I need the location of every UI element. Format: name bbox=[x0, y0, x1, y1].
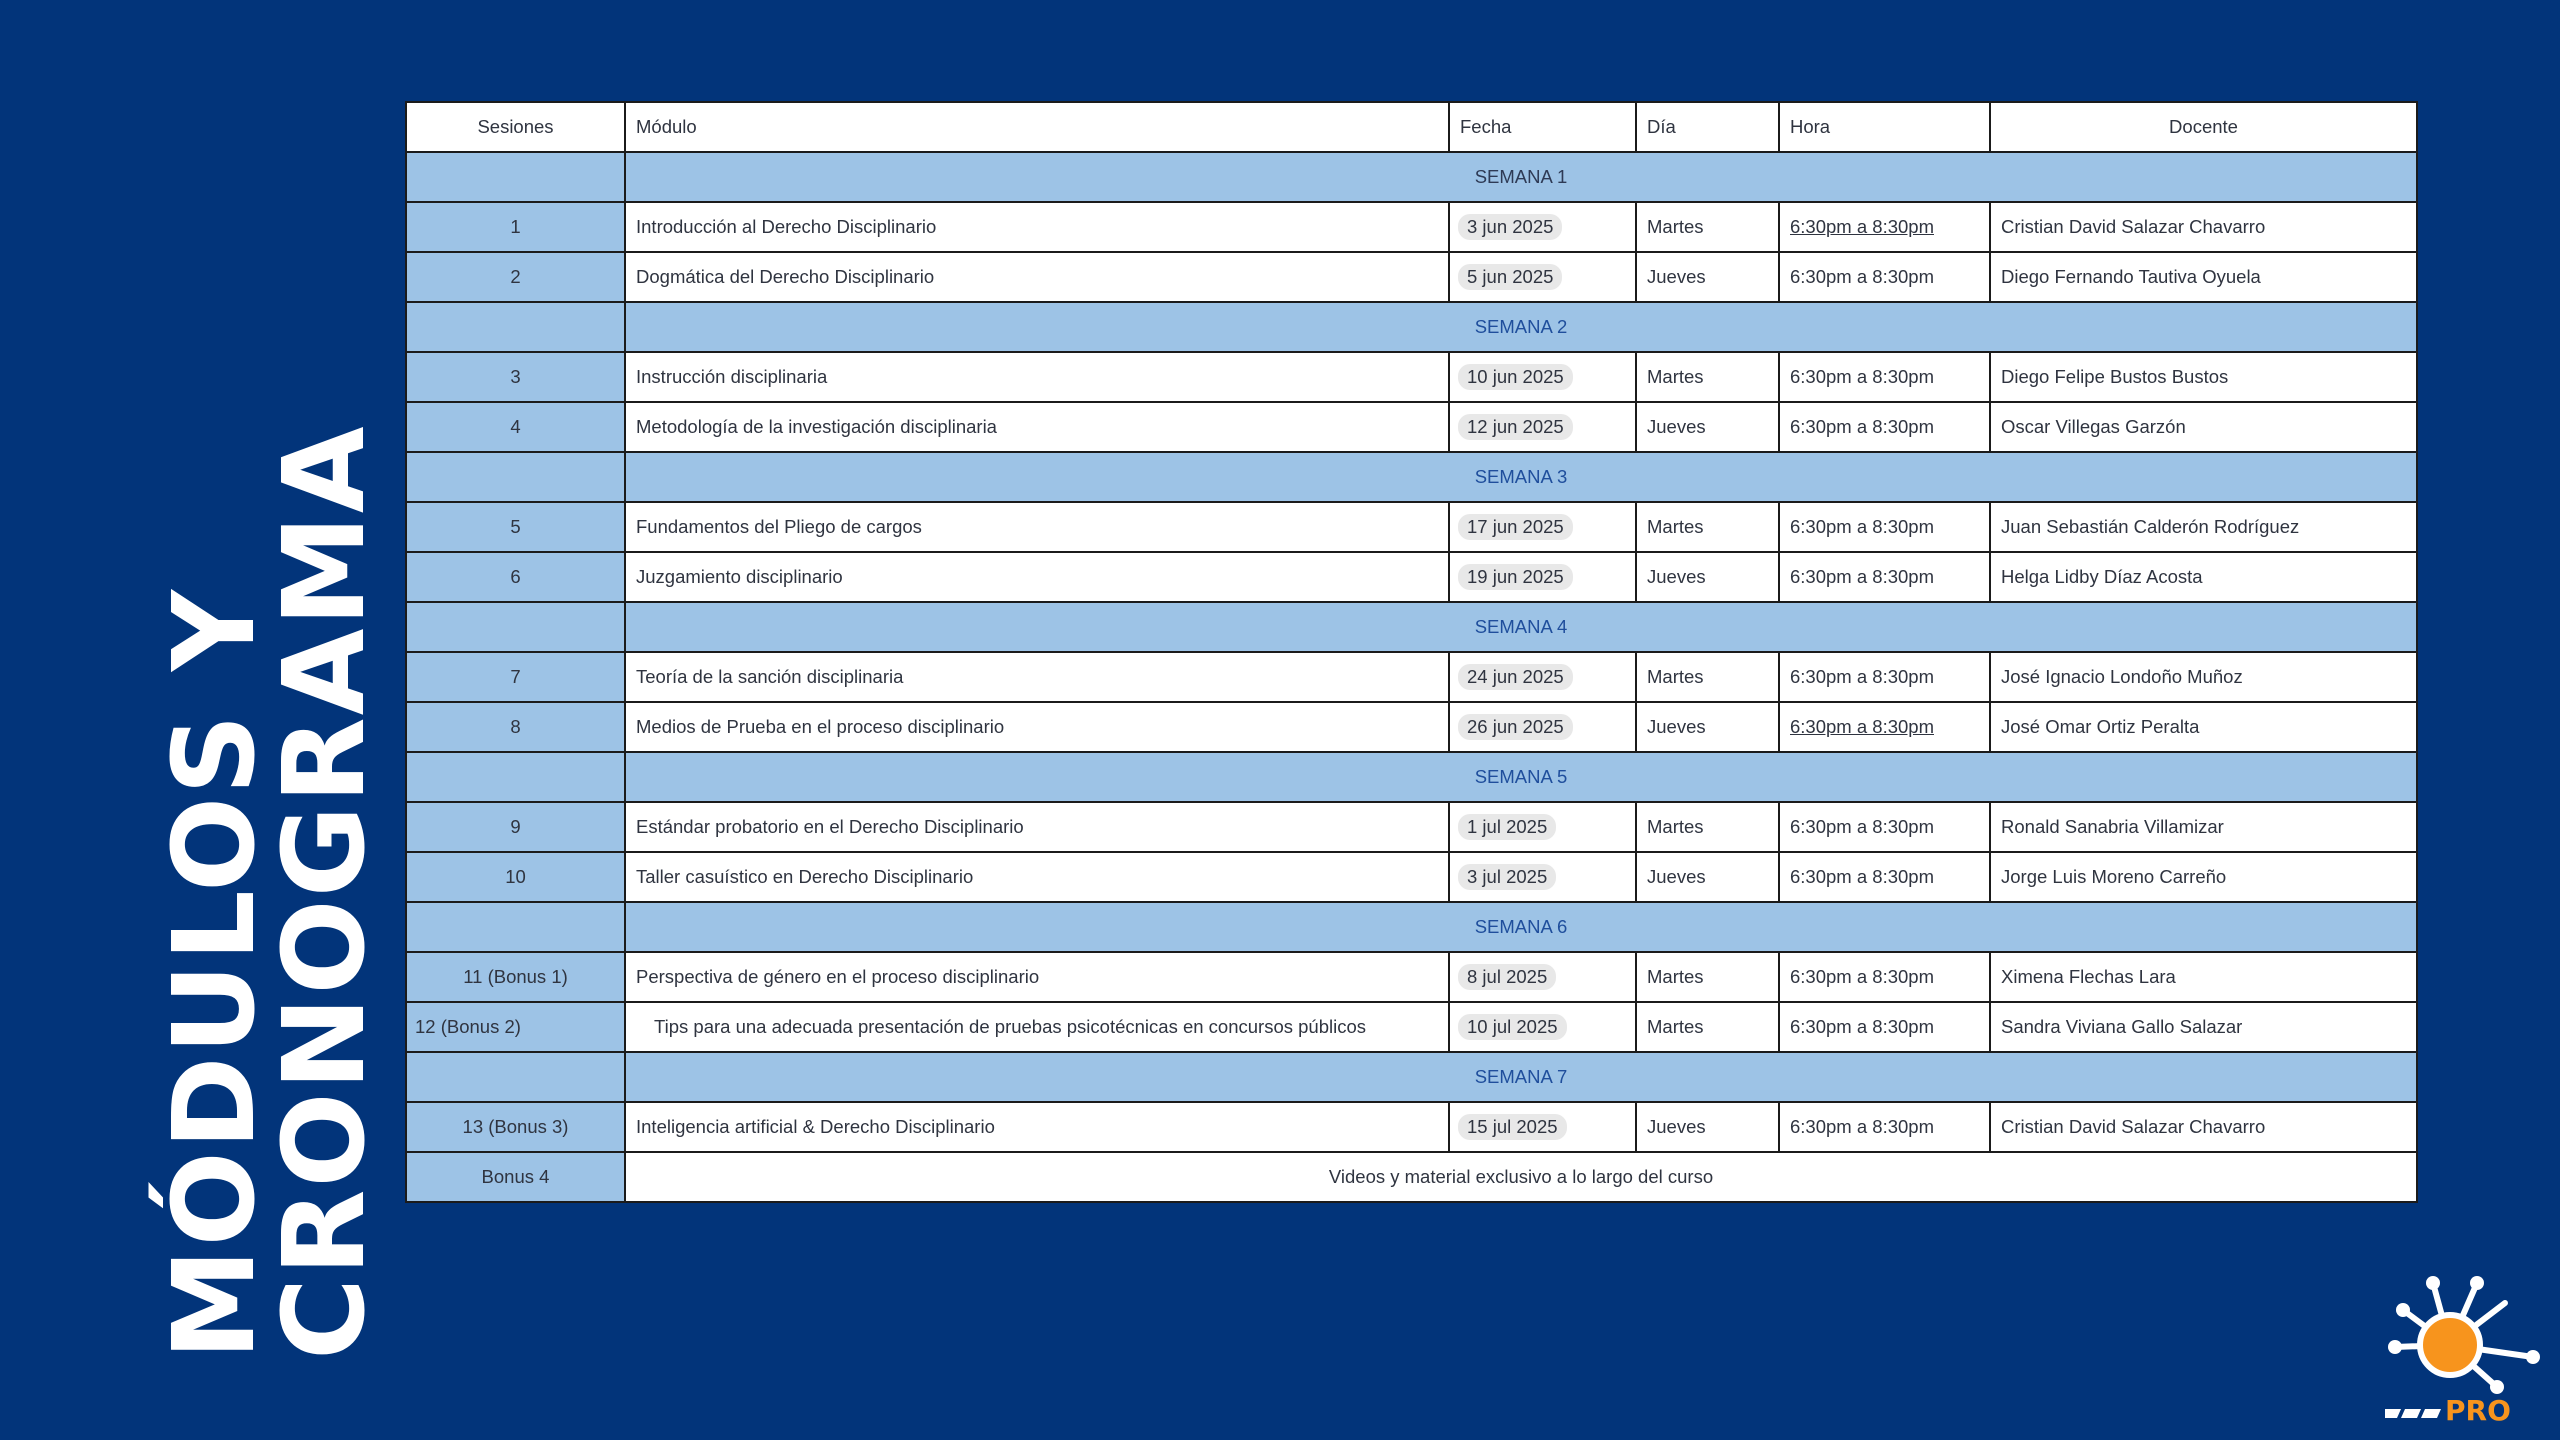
week-row-spacer bbox=[406, 602, 625, 652]
table-row bbox=[406, 252, 2417, 302]
module-name: Dogmática del Derecho Disciplinario bbox=[625, 252, 1449, 302]
header-modulo: Módulo bbox=[625, 102, 1449, 152]
week-row-spacer bbox=[406, 752, 625, 802]
session-number: 6 bbox=[406, 552, 625, 602]
day-cell: Jueves bbox=[1636, 252, 1779, 302]
session-number: 10 bbox=[406, 852, 625, 902]
time-cell: 6:30pm a 8:30pm bbox=[1779, 1102, 1990, 1152]
time-cell bbox=[1779, 702, 1990, 752]
table-header-row bbox=[406, 102, 2417, 152]
date-chip[interactable]: 24 jun 2025 bbox=[1458, 664, 1573, 690]
module-name: Juzgamiento disciplinario bbox=[625, 552, 1449, 602]
teacher-cell: Sandra Viviana Gallo Salazar bbox=[1990, 1002, 2417, 1052]
date-chip[interactable]: 10 jul 2025 bbox=[1458, 1014, 1567, 1040]
week-label: SEMANA 5 bbox=[625, 752, 2417, 802]
week-label: SEMANA 2 bbox=[625, 302, 2417, 352]
module-name: Medios de Prueba en el proceso disciplinario bbox=[625, 702, 1449, 752]
week-label: SEMANA 6 bbox=[625, 902, 2417, 952]
session-number: 7 bbox=[406, 652, 625, 702]
week-row-spacer bbox=[406, 902, 625, 952]
teacher-cell: Cristian David Salazar Chavarro bbox=[1990, 1102, 2417, 1152]
table-row bbox=[406, 552, 2417, 602]
time-cell: 6:30pm a 8:30pm bbox=[1779, 1002, 1990, 1052]
bonus-description: Videos y material exclusivo a lo largo del curso bbox=[625, 1152, 2417, 1202]
table-row bbox=[406, 702, 2417, 752]
time-cell: 6:30pm a 8:30pm bbox=[1779, 652, 1990, 702]
day-cell: Martes bbox=[1636, 202, 1779, 252]
day-cell: Jueves bbox=[1636, 702, 1779, 752]
week-row bbox=[406, 152, 2417, 202]
week-label: SEMANA 3 bbox=[625, 452, 2417, 502]
time-cell: 6:30pm a 8:30pm bbox=[1779, 552, 1990, 602]
session-number: 5 bbox=[406, 502, 625, 552]
table-row bbox=[406, 1152, 2417, 1202]
module-name: Taller casuístico en Derecho Disciplinario bbox=[625, 852, 1449, 902]
teacher-cell: Oscar Villegas Garzón bbox=[1990, 402, 2417, 452]
network-node-logo-icon bbox=[2385, 1265, 2545, 1425]
time-cell bbox=[1779, 202, 1990, 252]
day-cell: Martes bbox=[1636, 352, 1779, 402]
date-cell bbox=[1449, 552, 1636, 602]
week-label: SEMANA 4 bbox=[625, 602, 2417, 652]
date-chip[interactable]: 26 jun 2025 bbox=[1458, 714, 1573, 740]
time-cell: 6:30pm a 8:30pm bbox=[1779, 502, 1990, 552]
date-cell bbox=[1449, 1102, 1636, 1152]
logo-text: PRO bbox=[2445, 1394, 2511, 1425]
table-row bbox=[406, 1002, 2417, 1052]
teacher-cell: José Ignacio Londoño Muñoz bbox=[1990, 652, 2417, 702]
date-cell bbox=[1449, 502, 1636, 552]
session-number: 13 (Bonus 3) bbox=[406, 1102, 625, 1152]
date-cell bbox=[1449, 1002, 1636, 1052]
page-title-line-1: MÓDULOS Y bbox=[150, 588, 280, 1360]
week-row-spacer bbox=[406, 152, 625, 202]
table-row bbox=[406, 352, 2417, 402]
day-cell: Martes bbox=[1636, 952, 1779, 1002]
page-title-line-2: CRONOGRAMA bbox=[260, 424, 390, 1360]
table-row bbox=[406, 852, 2417, 902]
date-chip[interactable]: 3 jun 2025 bbox=[1458, 214, 1562, 240]
session-number: 12 (Bonus 2) bbox=[406, 1002, 625, 1052]
teacher-cell: Diego Felipe Bustos Bustos bbox=[1990, 352, 2417, 402]
module-name: Estándar probatorio en el Derecho Disciplinario bbox=[625, 802, 1449, 852]
date-cell bbox=[1449, 652, 1636, 702]
session-number: Bonus 4 bbox=[406, 1152, 625, 1202]
week-row-spacer bbox=[406, 1052, 625, 1102]
teacher-cell: Ximena Flechas Lara bbox=[1990, 952, 2417, 1002]
teacher-cell: José Omar Ortiz Peralta bbox=[1990, 702, 2417, 752]
table-row bbox=[406, 802, 2417, 852]
table-row bbox=[406, 402, 2417, 452]
week-row-spacer bbox=[406, 452, 625, 502]
page-title bbox=[150, 424, 390, 1360]
time-link[interactable]: 6:30pm a 8:30pm bbox=[1790, 216, 1934, 237]
table-row bbox=[406, 1102, 2417, 1152]
module-name: Inteligencia artificial & Derecho Disciplinario bbox=[625, 1102, 1449, 1152]
date-chip[interactable]: 12 jun 2025 bbox=[1458, 414, 1573, 440]
day-cell: Martes bbox=[1636, 652, 1779, 702]
session-number: 8 bbox=[406, 702, 625, 752]
date-cell bbox=[1449, 852, 1636, 902]
teacher-cell: Ronald Sanabria Villamizar bbox=[1990, 802, 2417, 852]
session-number: 9 bbox=[406, 802, 625, 852]
table-row bbox=[406, 202, 2417, 252]
week-row bbox=[406, 302, 2417, 352]
brand-logo bbox=[2385, 1265, 2545, 1425]
day-cell: Martes bbox=[1636, 802, 1779, 852]
module-name: Teoría de la sanción disciplinaria bbox=[625, 652, 1449, 702]
time-cell: 6:30pm a 8:30pm bbox=[1779, 802, 1990, 852]
module-name: Fundamentos del Pliego de cargos bbox=[625, 502, 1449, 552]
week-label: SEMANA 7 bbox=[625, 1052, 2417, 1102]
table-row bbox=[406, 502, 2417, 552]
date-cell bbox=[1449, 952, 1636, 1002]
date-cell bbox=[1449, 352, 1636, 402]
day-cell: Jueves bbox=[1636, 402, 1779, 452]
schedule-table bbox=[405, 101, 2418, 1203]
session-number: 4 bbox=[406, 402, 625, 452]
week-label: SEMANA 1 bbox=[625, 152, 2417, 202]
week-row bbox=[406, 1052, 2417, 1102]
time-cell: 6:30pm a 8:30pm bbox=[1779, 352, 1990, 402]
date-chip[interactable]: 10 jun 2025 bbox=[1458, 364, 1573, 390]
date-chip[interactable]: 8 jul 2025 bbox=[1458, 964, 1556, 990]
day-cell: Jueves bbox=[1636, 852, 1779, 902]
table-row bbox=[406, 952, 2417, 1002]
day-cell: Martes bbox=[1636, 1002, 1779, 1052]
header-docente: Docente bbox=[1990, 102, 2417, 152]
day-cell: Jueves bbox=[1636, 1102, 1779, 1152]
week-row bbox=[406, 902, 2417, 952]
header-fecha: Fecha bbox=[1449, 102, 1636, 152]
table-row bbox=[406, 652, 2417, 702]
week-row bbox=[406, 752, 2417, 802]
header-sesiones: Sesiones bbox=[406, 102, 625, 152]
teacher-cell: Diego Fernando Tautiva Oyuela bbox=[1990, 252, 2417, 302]
session-number: 3 bbox=[406, 352, 625, 402]
date-chip[interactable]: 19 jun 2025 bbox=[1458, 564, 1573, 590]
time-cell: 6:30pm a 8:30pm bbox=[1779, 952, 1990, 1002]
time-cell: 6:30pm a 8:30pm bbox=[1779, 402, 1990, 452]
week-row bbox=[406, 452, 2417, 502]
time-cell: 6:30pm a 8:30pm bbox=[1779, 852, 1990, 902]
date-chip[interactable]: 17 jun 2025 bbox=[1458, 514, 1573, 540]
module-name: Metodología de la investigación disciplinaria bbox=[625, 402, 1449, 452]
date-cell bbox=[1449, 402, 1636, 452]
date-cell bbox=[1449, 252, 1636, 302]
date-cell bbox=[1449, 202, 1636, 252]
time-cell: 6:30pm a 8:30pm bbox=[1779, 252, 1990, 302]
teacher-cell: Cristian David Salazar Chavarro bbox=[1990, 202, 2417, 252]
teacher-cell: Helga Lidby Díaz Acosta bbox=[1990, 552, 2417, 602]
header-hora: Hora bbox=[1779, 102, 1990, 152]
day-cell: Martes bbox=[1636, 502, 1779, 552]
module-name: Instrucción disciplinaria bbox=[625, 352, 1449, 402]
date-cell bbox=[1449, 802, 1636, 852]
date-chip[interactable]: 3 jul 2025 bbox=[1458, 864, 1556, 890]
header-dia: Día bbox=[1636, 102, 1779, 152]
week-row-spacer bbox=[406, 302, 625, 352]
date-chip[interactable]: 5 jun 2025 bbox=[1458, 264, 1562, 290]
module-name: Introducción al Derecho Disciplinario bbox=[625, 202, 1449, 252]
module-name: Perspectiva de género en el proceso disciplinario bbox=[625, 952, 1449, 1002]
date-chip[interactable]: 15 jul 2025 bbox=[1458, 1114, 1567, 1140]
session-number: 2 bbox=[406, 252, 625, 302]
module-name: Tips para una adecuada presentación de pruebas psicotécnicas en concursos públicos bbox=[625, 1002, 1449, 1052]
date-chip[interactable]: 1 jul 2025 bbox=[1458, 814, 1556, 840]
teacher-cell: Jorge Luis Moreno Carreño bbox=[1990, 852, 2417, 902]
session-number: 11 (Bonus 1) bbox=[406, 952, 625, 1002]
session-number: 1 bbox=[406, 202, 625, 252]
time-link[interactable]: 6:30pm a 8:30pm bbox=[1790, 716, 1934, 737]
week-row bbox=[406, 602, 2417, 652]
day-cell: Jueves bbox=[1636, 552, 1779, 602]
date-cell bbox=[1449, 702, 1636, 752]
teacher-cell: Juan Sebastián Calderón Rodríguez bbox=[1990, 502, 2417, 552]
